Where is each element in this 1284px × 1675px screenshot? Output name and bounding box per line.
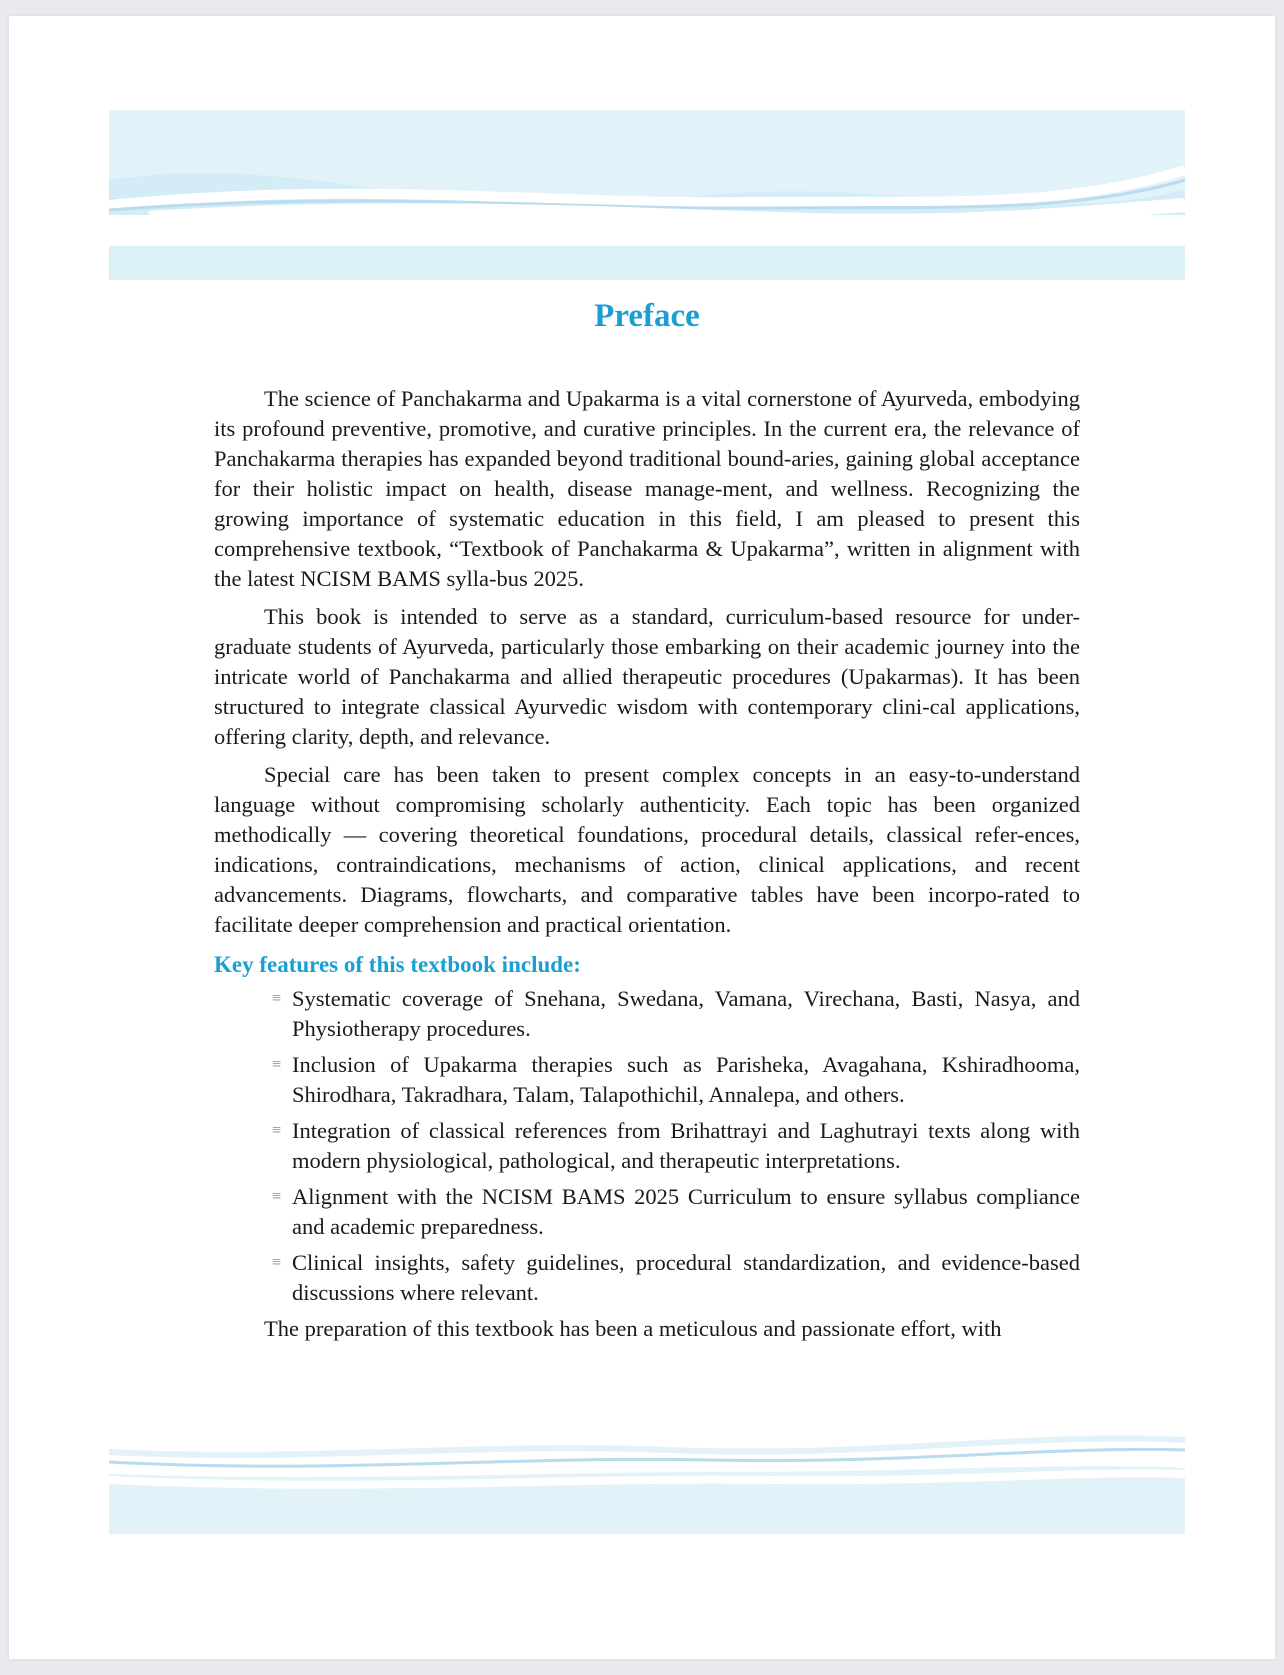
features-list (214, 984, 1080, 1308)
feature-text: Alignment with the NCISM BAMS 2025 Curriculum to ensure syllabus compliance and academic preparedness. (292, 1184, 1080, 1239)
bullet-icon: ≡ (272, 990, 282, 1007)
paragraph-3: Special care has been taken to present complex concepts in an easy-to-understand language without compromising scholarly authenticity. Each topic has been organized methodically — covering theoretical foundations, procedural details, classical refer-ences, indications, contraindications, mechanisms of action, clinical applications, and recent advancements. Diagrams, flowcharts, and comparative tables have been incorpo-rated to facilitate deeper comprehension and practical orientation. (214, 762, 1080, 937)
list-item (272, 984, 1080, 1044)
bullet-icon: ≡ (272, 1188, 282, 1205)
feature-text: Inclusion of Upakarma therapies such as Parisheka, Avagahana, Kshiradhooma, Shirodhara, Takradhara, Talam, Talapothichil, Annalepa, and others. (292, 1052, 1080, 1107)
bottom-wave-decoration (109, 1422, 1185, 1534)
list-item (272, 1182, 1080, 1242)
preface-content (214, 296, 1080, 1352)
bullet-icon: ≡ (272, 1254, 282, 1271)
list-item (272, 1116, 1080, 1176)
closing-paragraph: The preparation of this textbook has been a meticulous and passionate effort, with (264, 1316, 1002, 1341)
bullet-icon: ≡ (272, 1056, 282, 1073)
document-page (9, 16, 1275, 1659)
paragraph-1: The science of Panchakarma and Upakarma is a vital cornerstone of Ayurveda, embodying its profound preventive, promotive, and curative principles. In the current era, the relevance of Panchakarma therapies has expanded beyond traditional bound-aries, gaining global acceptance for their holistic impact on health, disease manage-ment, and wellness. Recognizing the growing importance of systematic education in this field, I am pleased to present this comprehensive textbook, “Textbook of Panchakarma & Upakarma”, written in alignment with the latest NCISM BAMS sylla-bus 2025. (214, 386, 1080, 591)
list-item (272, 1248, 1080, 1308)
feature-text: Clinical insights, safety guidelines, procedural standardization, and evidence-based discussions where relevant. (292, 1250, 1080, 1305)
page-title: Preface (594, 298, 700, 334)
features-heading: Key features of this textbook include: (214, 952, 581, 977)
feature-text: Integration of classical references from Brihattrayi and Laghutrayi texts along with modern physiological, pathological, and therapeutic interpretations. (292, 1118, 1080, 1173)
feature-text: Systematic coverage of Snehana, Swedana, Vamana, Virechana, Basti, Nasya, and Physiotherapy procedures. (292, 986, 1080, 1041)
paragraph-2: This book is intended to serve as a standard, curriculum-based resource for under-graduate students of Ayurveda, particularly those embarking on their academic journey into the intricate world of Panchakarma and allied therapeutic procedures (Upakarmas). It has been structured to integrate classical Ayurvedic wisdom with contemporary clini-cal applications, offering clarity, depth, and relevance. (214, 604, 1080, 749)
top-wave-decoration (109, 110, 1185, 280)
bullet-icon: ≡ (272, 1122, 282, 1139)
list-item (272, 1050, 1080, 1110)
